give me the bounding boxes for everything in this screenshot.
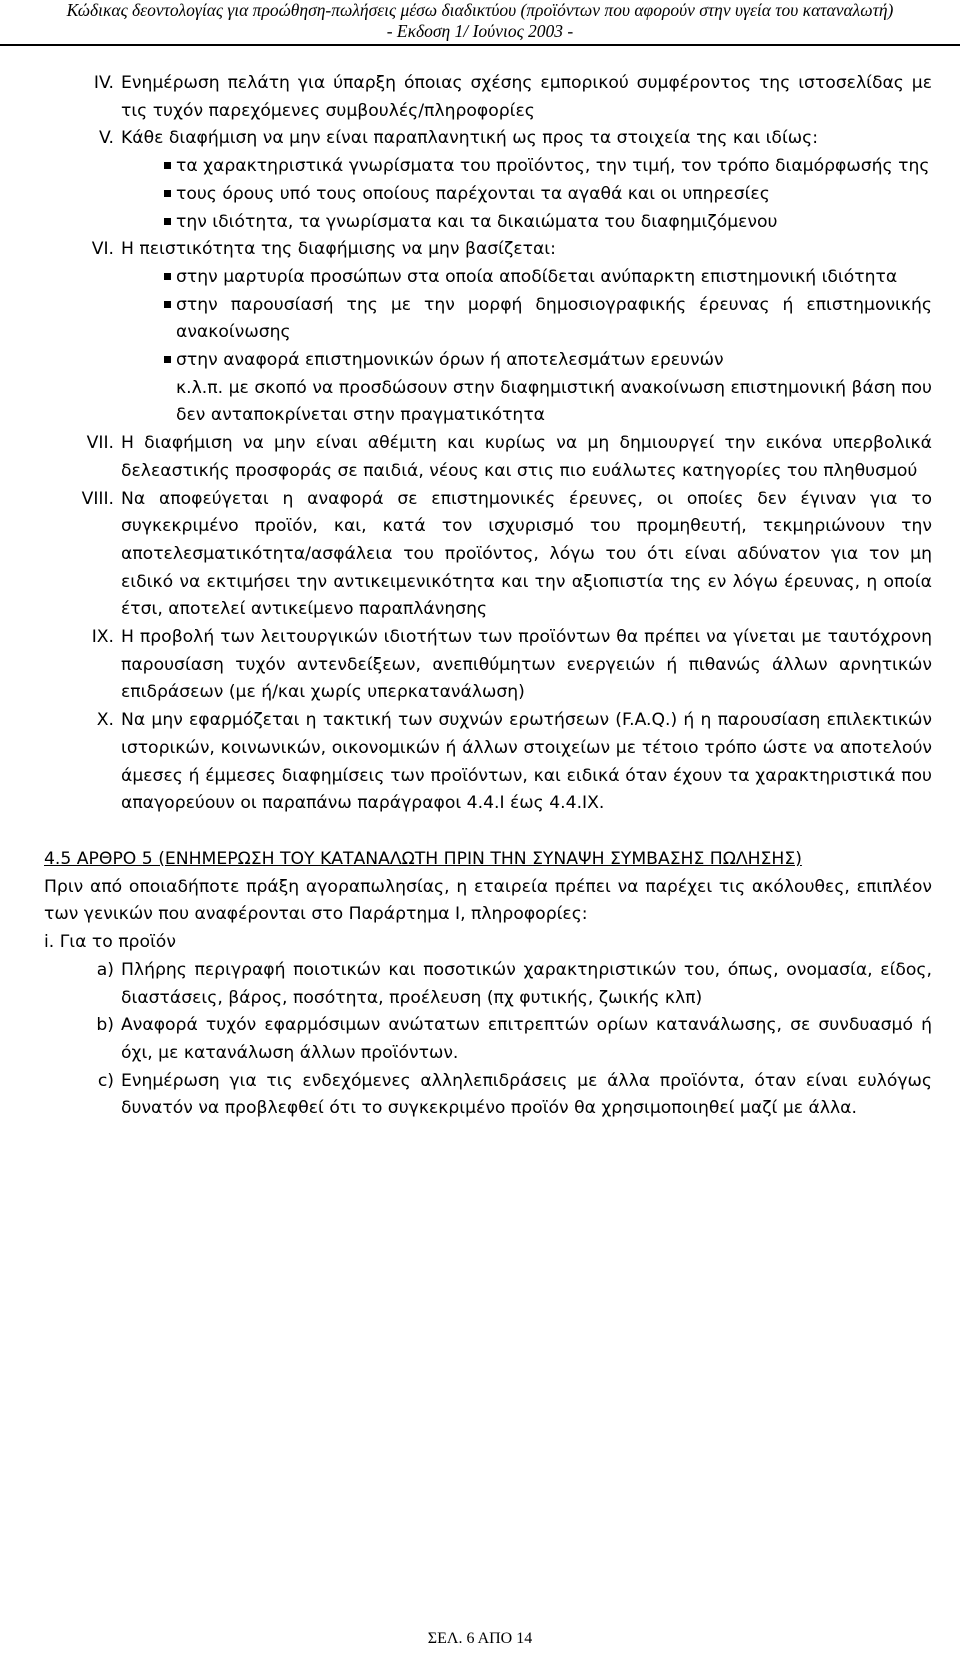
point-text: Αναφορά τυχόν εφαρμόσιμων ανώτατων επιτρεπτών ορίων κατανάλωσης, σε συνδυασμό ή όχι, με κατανάλωση άλλων προϊόντων.	[121, 1015, 932, 1063]
item-v	[44, 125, 932, 153]
point-text: Ενημέρωση για τις ενδεχόμενες αλληλεπιδράσεις με άλλα προϊόντα, όταν είναι ευλόγως δυνατόν να προβλεφθεί ότι το συγκεκριμένο προϊόν θα χρησιμοποιηθεί μαζί με άλλα.	[121, 1070, 932, 1119]
item-text: Ενημέρωση πελάτη για ύπαρξη όποιας σχέσης εμπορικού συμφέροντος της ιστοσελίδας με τις τυχόν παρεχόμενες συμβουλές/πληροφορίες	[121, 73, 932, 121]
item-text: Να μην εφαρμόζεται η τακτική των συχνών ερωτήσεων (F.A.Q.) ή η παρουσίαση επιλεκτικών ιστορικών, κοινωνικών, οικονομικών ή άλλων στοιχείων με τέτοιο τρόπο ώστε να αποτελούν άμεσες ή έμμεσες διαφημίσεις των προϊόντων, και ειδικά όταν έχουν τα χαρακτηριστικά που απαγορεύουν οι παραπάνω παράγραφοι 4.4.Ι έως 4.4.ΙΧ.	[121, 710, 932, 814]
bullet-item	[44, 347, 932, 375]
header-edition: - Εκδοση 1/ Ιούνιος 2003 -	[386, 21, 574, 41]
item-text: Η πειστικότητα της διαφήμισης να μην βασίζεται:	[121, 239, 556, 260]
bullet-item	[44, 264, 932, 292]
running-header	[0, 0, 960, 44]
point-text: Πλήρης περιγραφή ποιοτικών και ποσοτικών χαρακτηριστικών του, όπως, ονομασία, είδος, διαστάσεις, βάρος, ποσότητα, προέλευση (πχ φυτικής, ζωικής κλπ)	[121, 959, 932, 1008]
square-bullet-icon	[44, 264, 176, 292]
square-bullet-icon	[44, 209, 176, 237]
square-bullet-icon	[44, 292, 176, 347]
item-number: VI.	[91, 239, 114, 260]
document-body	[44, 70, 932, 1123]
item-text: Η διαφήμιση να μην είναι αθέμιτη και κυρίως να μη δημιουργεί την εικόνα υπερβολικά δελεαστικής προσφοράς σε παιδιά, νέους και στις πιο ευάλωτες κατηγορίες του πληθυσμού	[121, 433, 932, 481]
point-c	[44, 1068, 932, 1123]
section-4-5	[44, 846, 932, 1123]
item-vi-bullets	[44, 264, 932, 430]
item-vi	[44, 236, 932, 264]
bullet-text: στην παρουσίασή της με την μορφή δημοσιογραφικής έρευνας ή επιστημονικής ανακοίνωσης	[176, 294, 932, 343]
square-bullet-icon	[44, 347, 176, 375]
item-number: VII.	[86, 433, 114, 454]
bullet-text: τα χαρακτηριστικά γνωρίσματα του προϊόντος, την τιμή, τον τρόπο διαμόρφωσής της	[176, 156, 930, 177]
bullet-text: τους όρους υπό τους οποίους παρέχονται τα αγαθά και οι υπηρεσίες	[176, 183, 770, 204]
item-text: Να αποφεύγεται η αναφορά σε επιστημονικές έρευνες, οι οποίες δεν έγιναν για το συγκεκριμένο προϊόν, και, κατά τον ισχυρισμό του προμηθευτή, τεκμηριώνουν την αποτελεσματικότητα/ασφάλεια του προϊόντος, λόγω του ότι είναι αδύνατον για τον μη ειδικό να εκτιμήσει την αντικειμενικότητα και την αξιοπιστία της εν λόγω έρευνας, η οποία έτσι, αποτελεί αντικείμενο παραπλάνησης	[121, 488, 932, 620]
bullet-item	[44, 209, 932, 237]
item-number: X.	[96, 710, 114, 731]
bullet-item	[44, 153, 932, 181]
bullet-text: την ιδιότητα, τα γνωρίσματα και τα δικαιώματα του διαφημιζόμενου	[176, 211, 778, 232]
item-text: Η προβολή των λειτουργικών ιδιοτήτων των προϊόντων θα πρέπει να γίνεται με ταυτόχρονη παρουσίαση τυχόν αντενδείξεων, ανεπιθύμητων ενεργειών ή πιθανώς άλλων αρνητικών επιδράσεων (με ή/και χωρίς υπερκατανάλωση)	[121, 627, 932, 703]
bullet-item	[44, 181, 932, 209]
item-number: VIII.	[81, 488, 114, 509]
item-iv	[44, 70, 932, 125]
item-ix	[44, 624, 932, 707]
header-rule	[0, 44, 960, 46]
item-text: Κάθε διαφήμιση να μην είναι παραπλανητική ως προς τα στοιχεία της και ιδίως:	[121, 128, 819, 149]
bullet-item	[44, 292, 932, 347]
square-bullet-icon	[44, 181, 176, 209]
subsection-label: i. Για το προϊόν	[44, 932, 176, 953]
bullet-continuation: κ.λ.π. με σκοπό να προσδώσουν στην διαφημιστική ανακοίνωση επιστημονική βάση που δεν ανταποκρίνεται στην πραγματικότητα	[176, 377, 932, 426]
page-number-footer: ΣΕΛ. 6 ΑΠΟ 14	[427, 1630, 533, 1647]
point-b	[44, 1012, 932, 1067]
item-vii	[44, 430, 932, 485]
item-v-bullets	[44, 153, 932, 236]
item-number: V.	[98, 128, 114, 149]
item-number: IX.	[91, 627, 114, 648]
section-heading: 4.5 ΑΡΘΡΟ 5 (ΕΝΗΜΕΡΩΣΗ ΤΟΥ ΚΑΤΑΝΑΛΩΤΗ ΠΡΙΝ ΤΗΝ ΣΥΝΑΨΗ ΣΥΜΒΑΣΗΣ ΠΩΛΗΣΗΣ)	[44, 848, 802, 869]
section-intro: Πριν από οποιαδήποτε πράξη αγοραπωλησίας, η εταιρεία πρέπει να παρέχει τις ακόλουθες, επιπλέον των γενικών που αναφέρονται στο Παράρτημα Ι, πληροφορίες:	[44, 876, 932, 925]
square-bullet-icon	[44, 153, 176, 181]
point-a	[44, 957, 932, 1012]
point-label: c)	[97, 1070, 114, 1091]
item-number: IV.	[93, 73, 114, 93]
item-viii	[44, 486, 932, 625]
header-title: Κώδικας δεοντολογίας για προώθηση-πωλήσεις μέσω διαδικτύου (προϊόντων που αφορούν στην υγεία του καταναλωτή)	[66, 0, 894, 20]
point-label: b)	[96, 1015, 114, 1036]
point-label: a)	[96, 959, 114, 980]
item-x	[44, 707, 932, 818]
bullet-text: στην μαρτυρία προσώπων στα οποία αποδίδεται ανύπαρκτη επιστημονική ιδιότητα	[176, 266, 898, 287]
bullet-text: στην αναφορά επιστημονικών όρων ή αποτελεσμάτων ερευνών	[176, 350, 724, 371]
